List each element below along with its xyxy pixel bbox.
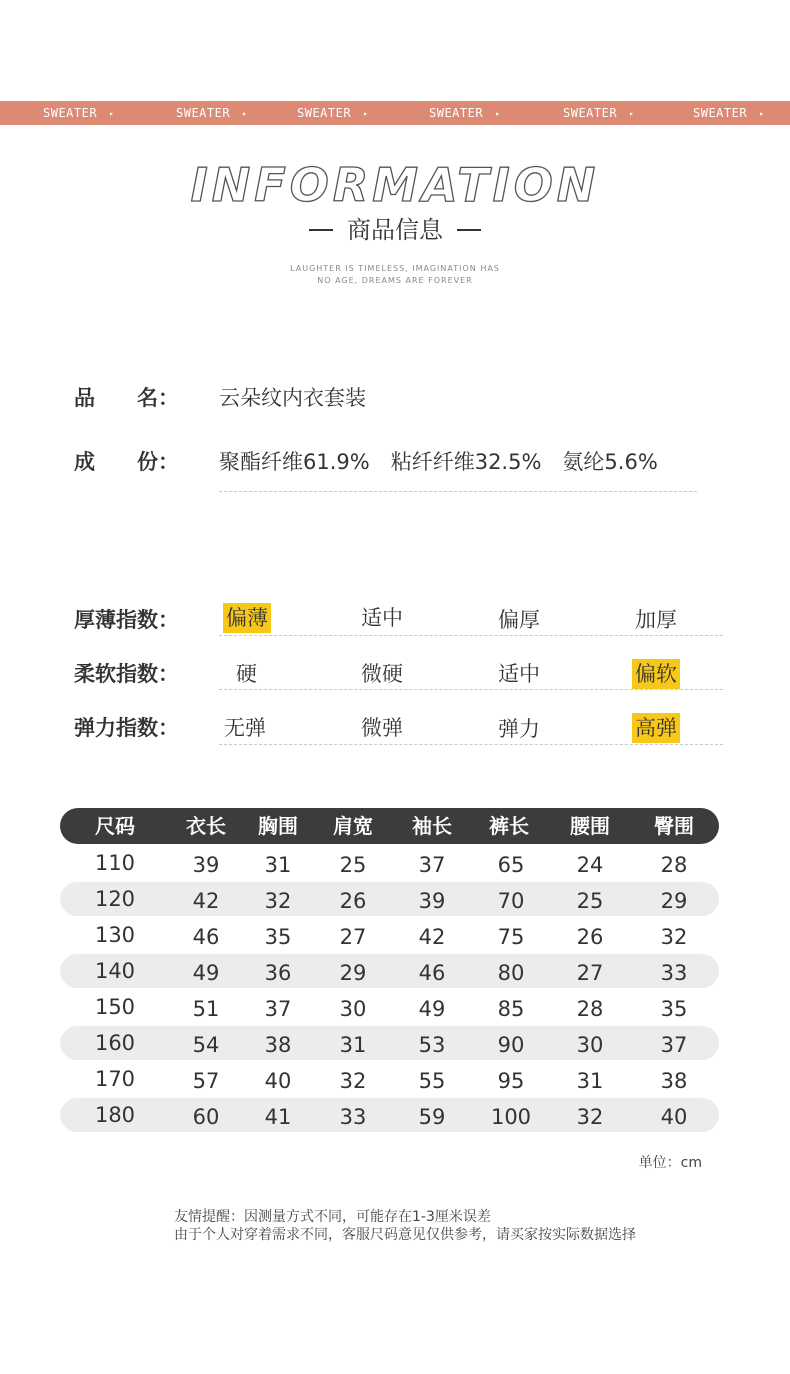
sweater-banner	[0, 101, 790, 125]
elasticity-option-none: 无弹	[224, 716, 266, 740]
table-row	[60, 990, 719, 1024]
table-cell: 150	[94, 995, 136, 1019]
thickness-option-thin: 偏薄	[223, 603, 271, 633]
table-row	[60, 882, 719, 916]
table-cell: 95	[497, 1069, 525, 1093]
table-cell: 49	[192, 961, 220, 985]
size-table-header	[60, 808, 719, 844]
table-cell: 27	[339, 925, 367, 949]
table-cell: 27	[576, 961, 604, 985]
reminder-line1: 友情提醒：因测量方式不同，可能存在1-3厘米误差	[174, 1209, 491, 1225]
header-waist: 腰围	[570, 814, 610, 838]
table-cell: 30	[339, 997, 367, 1021]
table-cell: 25	[576, 889, 604, 913]
elasticity-index-label: 弹力指数：	[74, 716, 179, 740]
table-cell: 32	[264, 889, 292, 913]
table-cell: 33	[339, 1105, 367, 1129]
header-sleeve: 袖长	[412, 814, 452, 838]
table-cell: 130	[94, 923, 136, 947]
divider	[219, 635, 723, 636]
product-name-value: 云朵纹内衣套装	[219, 386, 366, 410]
section-subtitle: 商品信息	[0, 214, 790, 246]
table-row	[60, 1062, 719, 1096]
table-cell: 90	[497, 1033, 525, 1057]
dash-right	[457, 229, 481, 231]
composition-value: 聚酯纤维61.9% 粘纤纤维32.5% 氨纶5.6%	[219, 450, 658, 474]
tagline-line1: LAUGHTER IS TIMELESS, IMAGINATION HAS	[290, 264, 500, 273]
table-cell: 24	[576, 853, 604, 877]
arrow-right-icon: ▸	[495, 109, 501, 118]
table-cell: 65	[497, 853, 525, 877]
header-chest: 胸围	[258, 814, 298, 838]
softness-index-label: 柔软指数：	[74, 662, 179, 686]
arrow-right-icon: ▸	[242, 109, 248, 118]
table-cell: 38	[660, 1069, 688, 1093]
table-cell: 29	[660, 889, 688, 913]
table-cell: 170	[94, 1067, 136, 1091]
header-hip: 臀围	[654, 814, 694, 838]
banner-item: SWEATER ▸	[563, 106, 635, 120]
table-cell: 59	[418, 1105, 446, 1129]
banner-item: SWEATER ▸	[693, 106, 765, 120]
table-cell: 42	[418, 925, 446, 949]
header-pants-length: 裤长	[489, 814, 529, 838]
table-cell: 31	[576, 1069, 604, 1093]
table-cell: 100	[490, 1105, 532, 1129]
table-cell: 80	[497, 961, 525, 985]
table-cell: 32	[339, 1069, 367, 1093]
table-cell: 32	[660, 925, 688, 949]
table-cell: 28	[576, 997, 604, 1021]
table-cell: 37	[264, 997, 292, 1021]
table-cell: 32	[576, 1105, 604, 1129]
tagline-line2: NO AGE, DREAMS ARE FOREVER	[317, 276, 473, 285]
table-cell: 42	[192, 889, 220, 913]
table-cell: 70	[497, 889, 525, 913]
table-cell: 55	[418, 1069, 446, 1093]
table-cell: 37	[418, 853, 446, 877]
table-cell: 36	[264, 961, 292, 985]
table-cell: 40	[264, 1069, 292, 1093]
softness-option-hard: 硬	[236, 662, 257, 686]
thickness-option-thick: 偏厚	[498, 608, 540, 632]
table-cell: 110	[94, 851, 136, 875]
elasticity-option-high: 高弹	[632, 713, 680, 743]
table-cell: 60	[192, 1105, 220, 1129]
banner-item: SWEATER ▸	[43, 106, 115, 120]
thickness-index-label: 厚薄指数：	[74, 608, 179, 632]
arrow-right-icon: ▸	[759, 109, 765, 118]
table-cell: 26	[339, 889, 367, 913]
table-cell: 35	[660, 997, 688, 1021]
softness-option-slightly-hard: 微硬	[361, 662, 403, 686]
table-cell: 31	[264, 853, 292, 877]
reminder-line2: 由于个人对穿着需求不同，客服尺码意见仅供参考，请买家按实际数据选择	[174, 1227, 636, 1243]
unit-label: 单位：cm	[638, 1155, 702, 1171]
composition-label: 成 份：	[74, 450, 179, 474]
table-cell: 35	[264, 925, 292, 949]
table-cell: 57	[192, 1069, 220, 1093]
table-cell: 75	[497, 925, 525, 949]
table-cell: 28	[660, 853, 688, 877]
table-cell: 53	[418, 1033, 446, 1057]
table-row	[60, 1026, 719, 1060]
table-row	[60, 1098, 719, 1132]
elasticity-option-slight: 微弹	[361, 716, 403, 740]
table-cell: 51	[192, 997, 220, 1021]
table-cell: 140	[94, 959, 136, 983]
table-cell: 39	[192, 853, 220, 877]
table-cell: 40	[660, 1105, 688, 1129]
product-name-label: 品 名：	[74, 386, 179, 410]
table-cell: 85	[497, 997, 525, 1021]
table-cell: 30	[576, 1033, 604, 1057]
table-cell: 25	[339, 853, 367, 877]
thickness-option-extra-thick: 加厚	[635, 608, 677, 632]
table-cell: 38	[264, 1033, 292, 1057]
softness-option-soft: 偏软	[632, 659, 680, 689]
elasticity-option-elastic: 弹力	[498, 717, 540, 741]
banner-item: SWEATER ▸	[176, 106, 248, 120]
table-row	[60, 918, 719, 952]
table-cell: 33	[660, 961, 688, 985]
header-shoulder: 肩宽	[333, 814, 373, 838]
arrow-right-icon: ▸	[363, 109, 369, 118]
divider	[219, 744, 723, 745]
table-cell: 39	[418, 889, 446, 913]
table-cell: 49	[418, 997, 446, 1021]
banner-item: SWEATER ▸	[429, 106, 501, 120]
information-title: INFORMATION	[190, 158, 600, 212]
table-cell: 31	[339, 1033, 367, 1057]
table-cell: 46	[192, 925, 220, 949]
banner-item: SWEATER ▸	[297, 106, 369, 120]
dash-left	[309, 229, 333, 231]
arrow-right-icon: ▸	[109, 109, 115, 118]
table-cell: 37	[660, 1033, 688, 1057]
header-size: 尺码	[95, 814, 135, 838]
table-cell: 41	[264, 1105, 292, 1129]
table-row	[60, 954, 719, 988]
table-cell: 120	[94, 887, 136, 911]
table-cell: 54	[192, 1033, 220, 1057]
arrow-right-icon: ▸	[629, 109, 635, 118]
table-cell: 26	[576, 925, 604, 949]
divider	[219, 689, 723, 690]
softness-option-medium: 适中	[498, 662, 540, 686]
table-row	[60, 846, 719, 880]
table-cell: 29	[339, 961, 367, 985]
divider	[219, 491, 697, 492]
table-cell: 160	[94, 1031, 136, 1055]
header-length: 衣长	[186, 814, 226, 838]
table-cell: 180	[94, 1103, 136, 1127]
table-cell: 46	[418, 961, 446, 985]
thickness-option-medium: 适中	[361, 606, 403, 630]
